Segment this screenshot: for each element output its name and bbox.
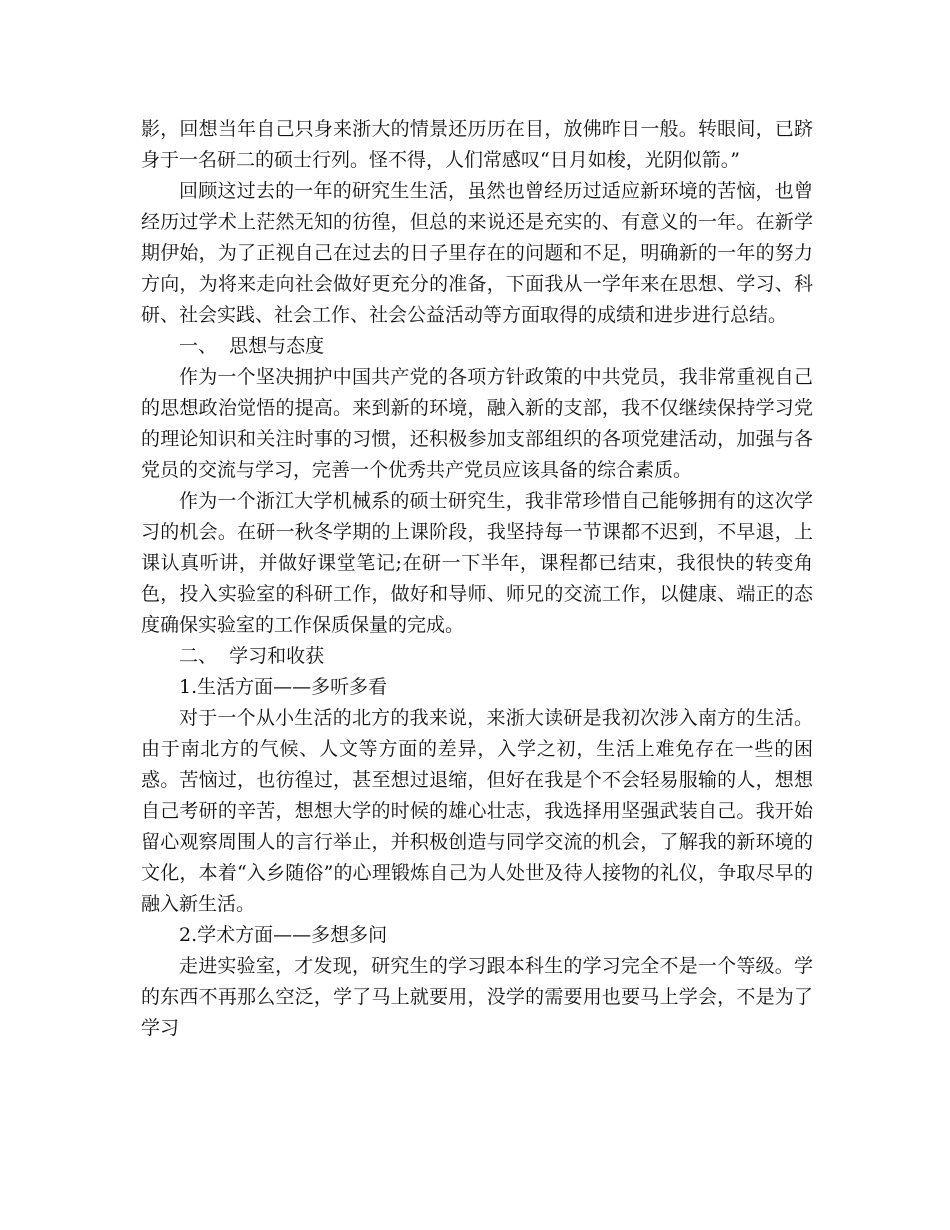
subsection-heading-academic: 2.学术方面——多想多问 [179, 924, 388, 946]
document-body [141, 114, 813, 1044]
paragraph-life: 对于一个从小生活的北方的我来说，来浙大读研是我初次涉入南方的生活。由于南北方的气候、人文等方面的差异，入学之初，生活上难免存在一些的困惑。苦恼过，也彷徨过，甚至想过退缩，但好在我是个不会轻易服输的人，想想自己考研的辛苦，想想大学的时候的雄心壮志，我选择用坚强武装自己。我开始留心观察周围人的言行举止，并积极创造与同学交流的机会，了解我的新环境的文化，本着“入乡随俗”的心理锻炼自己为人处世及待人接物的礼仪，争取尽早的融入新生活。 [141, 707, 813, 915]
section-heading-learning: 二、 学习和收获 [179, 645, 325, 667]
paragraph-review: 回顾这过去的一年的研究生生活，虽然也曾经历过适应新环境的苦恼，也曾经历过学术上茫然无知的彷徨，但总的来说还是充实的、有意义的一年。在新学期伊始，为了正视自己在过去的日子里存在的问题和不足，明确新的一年的努力方向，为将来走向社会做好更充分的准备，下面我从一学年来在思想、学习、科研、社会实践、社会工作、社会公益活动等方面取得的成绩和进步进行总结。 [141, 180, 813, 326]
subsection-heading-life: 1.生活方面——多听多看 [179, 676, 388, 698]
paragraph-party-member: 作为一个坚决拥护中国共产党的各项方针政策的中共党员，我非常重视自己的思想政治觉悟的提高。来到新的环境，融入新的支部，我不仅继续保持学习党的理论知识和关注时事的习惯，还积极参加支部组织的各项党建活动，加强与各党员的交流与学习，完善一个优秀共产党员应该具备的综合素质。 [141, 366, 813, 481]
paragraph-study: 作为一个浙江大学机械系的硕士研究生，我非常珍惜自己能够拥有的这次学习的机会。在研一秋冬学期的上课阶段，我坚持每一节课都不迟到，不早退，上课认真听讲，并做好课堂笔记;在研一下半年，课程都已结束，我很快的转变角色，投入实验室的科研工作，做好和导师、师兄的交流工作，以健康、端正的态度确保实验室的工作保质保量的完成。 [141, 490, 813, 636]
paragraph-continuation: 影，回想当年自己只身来浙大的情景还历历在目，放佛昨日一般。转眼间，已跻身于一名研二的硕士行列。怪不得，人们常感叹“日月如梭，光阴似箭。” [141, 118, 813, 171]
paragraph-academic: 走进实验室，才发现，研究生的学习跟本科生的学习完全不是一个等级。学的东西不再那么空泛，学了马上就要用，没学的需要用也要马上学会，不是为了学习 [141, 955, 813, 1039]
section-heading-thought: 一、 思想与态度 [179, 335, 325, 357]
